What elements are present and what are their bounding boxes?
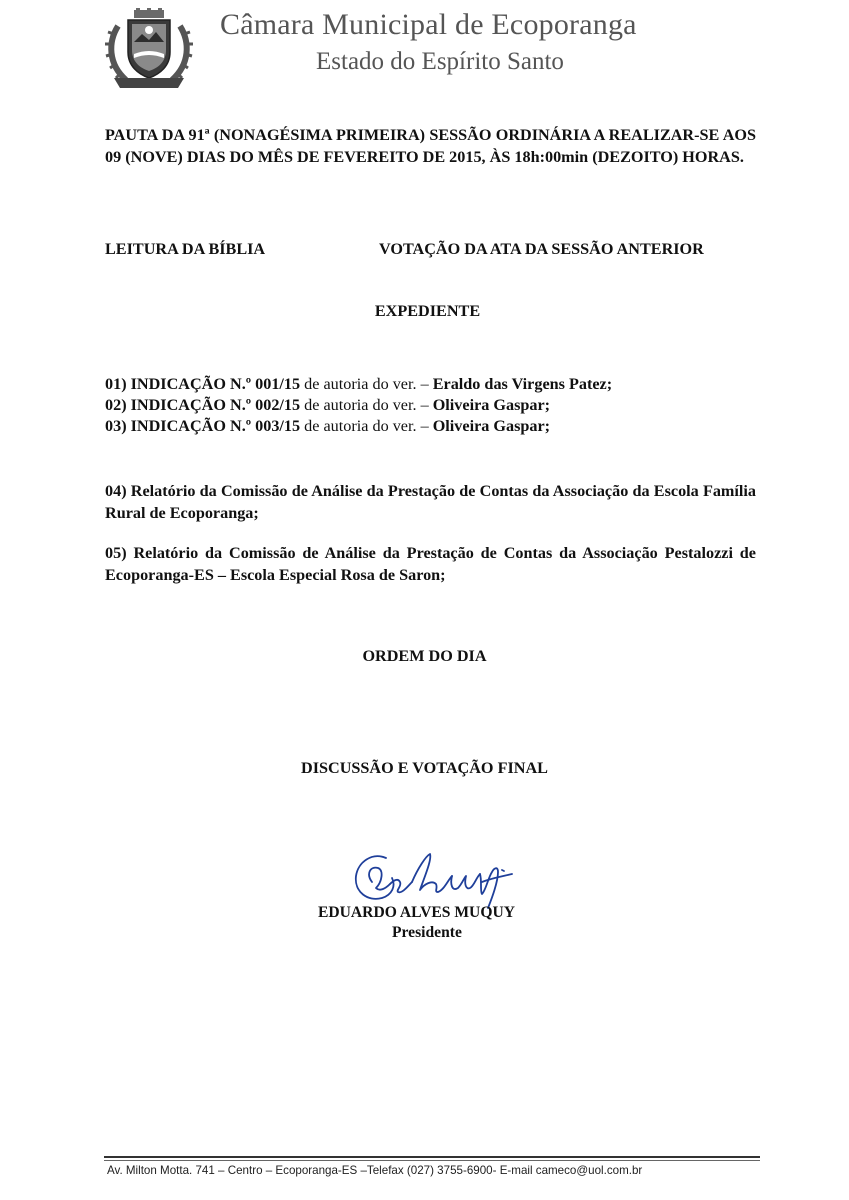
expediente-heading: EXPEDIENTE <box>374 302 481 320</box>
handwritten-signature <box>352 848 527 912</box>
report-item-04: 04) Relatório da Comissão de Análise da Prestação de Contas da Associação da Escola Família Rural de Ecoporanga; <box>105 482 756 522</box>
indicacao-middle-text: de autoria do ver. – <box>300 396 433 414</box>
session-agenda-intro: PAUTA DA 91ª (NONAGÉSIMA PRIMEIRA) SESSÃO ORDINÁRIA A REALIZAR-SE AOS 09 (NOVE) DIAS DO MÊS DE FEVEREITO DE 2015, ÀS 18h:00min (DEZOITO) HORAS. <box>105 126 756 166</box>
minutes-vote-heading: VOTAÇÃO DA ATA DA SESSÃO ANTERIOR <box>379 240 704 258</box>
footer-divider <box>104 1156 760 1158</box>
signer-name: EDUARDO ALVES MUQUY <box>318 904 515 921</box>
indicacao-middle-text: de autoria do ver. – <box>300 417 433 435</box>
indicacao-label: 01) INDICAÇÃO N.º 001/15 <box>105 375 301 393</box>
organization-name: Câmara Municipal de Ecoporanga <box>220 8 637 41</box>
indicacao-author: Oliveira Gaspar; <box>432 417 551 435</box>
list-item <box>105 416 756 437</box>
ordem-do-dia-heading: ORDEM DO DIA <box>362 647 487 665</box>
indicacao-label: 02) INDICAÇÃO N.º 002/15 <box>105 396 301 414</box>
letterhead <box>0 0 849 100</box>
indicacao-label: 03) INDICAÇÃO N.º 003/15 <box>105 417 301 435</box>
coat-of-arms-icon <box>104 8 194 90</box>
footer-address: Av. Milton Motta. 741 – Centro – Ecoporanga-ES –Telefax (027) 3755-6900- E-mail cameco@uol.com.br <box>107 1164 643 1177</box>
indicacao-author: Eraldo das Virgens Patez; <box>432 375 613 393</box>
indicacao-middle-text: de autoria do ver. – <box>300 375 433 393</box>
footer-divider-thin <box>104 1160 760 1161</box>
report-item-05: 05) Relatório da Comissão de Análise da Prestação de Contas da Associação Pestalozzi de Ecoporanga-ES – Escola Especial Rosa de Saron; <box>105 544 756 584</box>
organization-state: Estado do Espírito Santo <box>316 48 564 75</box>
indicacao-author: Oliveira Gaspar; <box>432 396 551 414</box>
list-item <box>105 374 756 395</box>
indicacoes-list <box>105 374 756 437</box>
signer-role: Presidente <box>392 924 462 941</box>
list-item <box>105 395 756 416</box>
discussao-votacao-heading: DISCUSSÃO E VOTAÇÃO FINAL <box>301 759 548 777</box>
bible-reading-heading: LEITURA DA BÍBLIA <box>105 240 266 258</box>
